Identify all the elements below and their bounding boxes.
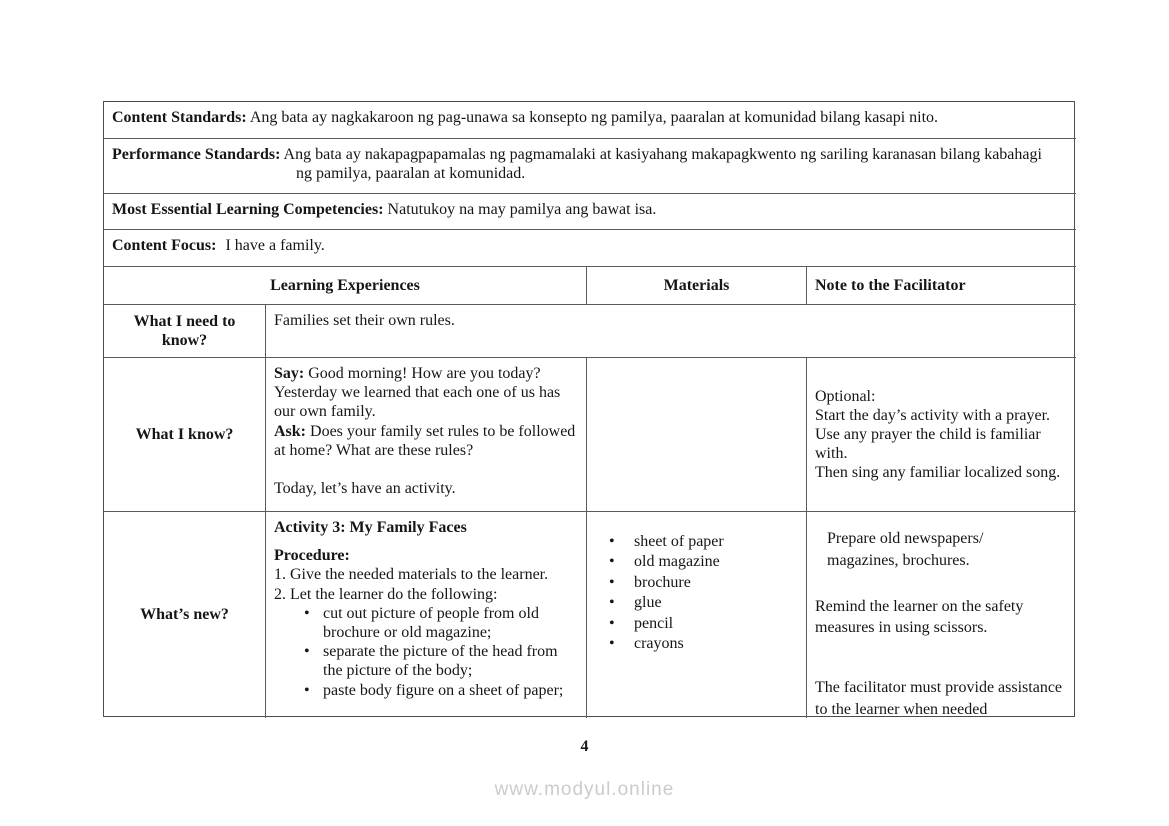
watermark-text: www.modyul.online: [494, 779, 675, 800]
learning-plan-table: [103, 101, 1075, 717]
whats-new-materials: [587, 512, 807, 718]
what-i-know-materials-empty: [587, 358, 807, 512]
whats-new-facilitator-note: [807, 512, 1076, 718]
note-line: Use any prayer the child is familiar with.: [815, 425, 1041, 463]
performance-standards-text: Ang bata ay nakapagpapamalas ng pagmamalaki at kasiyahang makapagkwento ng sariling karanasan bilang kabahagi: [283, 146, 1042, 163]
header-note-to-facilitator: Note to the Facilitator: [807, 267, 1076, 305]
content-standards-label: Content Standards:: [112, 109, 247, 126]
note-line: Optional:: [815, 387, 876, 405]
ask-label: Ask:: [274, 422, 307, 440]
procedure-step: 1. Give the needed materials to the learner.: [274, 566, 549, 584]
note-line: Start the day’s activity with a prayer.: [815, 406, 1051, 424]
whats-new-learning-experiences: [266, 512, 587, 718]
material-item: • pencil: [595, 614, 798, 634]
ask-text: Does your family set rules to be followed at home? What are these rules?: [274, 422, 576, 459]
page-number: 4: [580, 738, 589, 755]
melc-label: Most Essential Learning Competencies:: [112, 201, 384, 218]
say-paragraph: [274, 364, 578, 422]
materials-list: [595, 532, 798, 654]
content-standards-text: Ang bata ay nagkakaroon ng pag-unawa sa konsepto ng pamilya, paaralan at komunidad bilang kasapi nito.: [249, 109, 939, 126]
ask-paragraph: [274, 422, 578, 460]
procedure-step: 2. Let the learner do the following:: [274, 585, 498, 603]
content-focus-row: [104, 230, 1076, 267]
performance-standards-label: Performance Standards:: [112, 146, 281, 163]
procedure-bullet: • paste body figure on a sheet of paper;: [274, 681, 578, 700]
material-item: • glue: [595, 593, 798, 613]
procedure-bullet: • separate the picture of the head from the picture of the body;: [274, 642, 578, 680]
material-item: • brochure: [595, 573, 798, 593]
material-item: • crayons: [595, 634, 798, 654]
melc-text: Natutukoy na may pamilya ang bawat isa.: [387, 201, 657, 218]
procedure-bullet-list: [274, 604, 578, 700]
what-i-know-learning-experiences: [266, 358, 587, 512]
performance-standards-row: [104, 139, 1076, 194]
what-i-know-facilitator-note: [807, 358, 1076, 512]
closing-line: Today, let’s have an activity.: [274, 479, 456, 497]
spacer: [274, 460, 578, 479]
header-learning-experiences: Learning Experiences: [104, 267, 587, 305]
melc-row: [104, 194, 1076, 230]
header-materials: Materials: [587, 267, 807, 305]
procedure-label: Procedure:: [274, 547, 350, 565]
content-focus-text: I have a family.: [225, 237, 325, 254]
row-label-what-i-know: What I know?: [104, 358, 266, 512]
facilitator-note: Remind the learner on the safety measures in using scissors.: [815, 597, 1024, 637]
procedure-bullet: • cut out picture of people from old brochure or old magazine;: [274, 604, 578, 642]
material-item: • old magazine: [595, 552, 798, 572]
activity-title: Activity 3: My Family Faces: [274, 519, 467, 536]
note-line: Then sing any familiar localized song.: [815, 464, 1061, 482]
say-label: Say:: [274, 365, 305, 382]
facilitator-note: The facilitator must provide assistance to the learner when needed: [815, 679, 1063, 718]
content-standards-row: [104, 102, 1076, 139]
row-label-what-i-need-to-know: What I need to know?: [104, 305, 266, 358]
material-item: • sheet of paper: [595, 532, 798, 552]
content-focus-label: Content Focus:: [112, 237, 217, 254]
facilitator-note: Prepare old newspapers/ magazines, brochures.: [827, 530, 984, 569]
performance-standards-text-continued: ng pamilya, paaralan at komunidad.: [296, 165, 526, 183]
row-label-whats-new: What’s new?: [104, 512, 266, 718]
say-text: Good morning! How are you today? Yesterday we learned that each one of us has our own family.: [274, 365, 561, 421]
need-to-know-content: Families set their own rules.: [266, 305, 1076, 358]
